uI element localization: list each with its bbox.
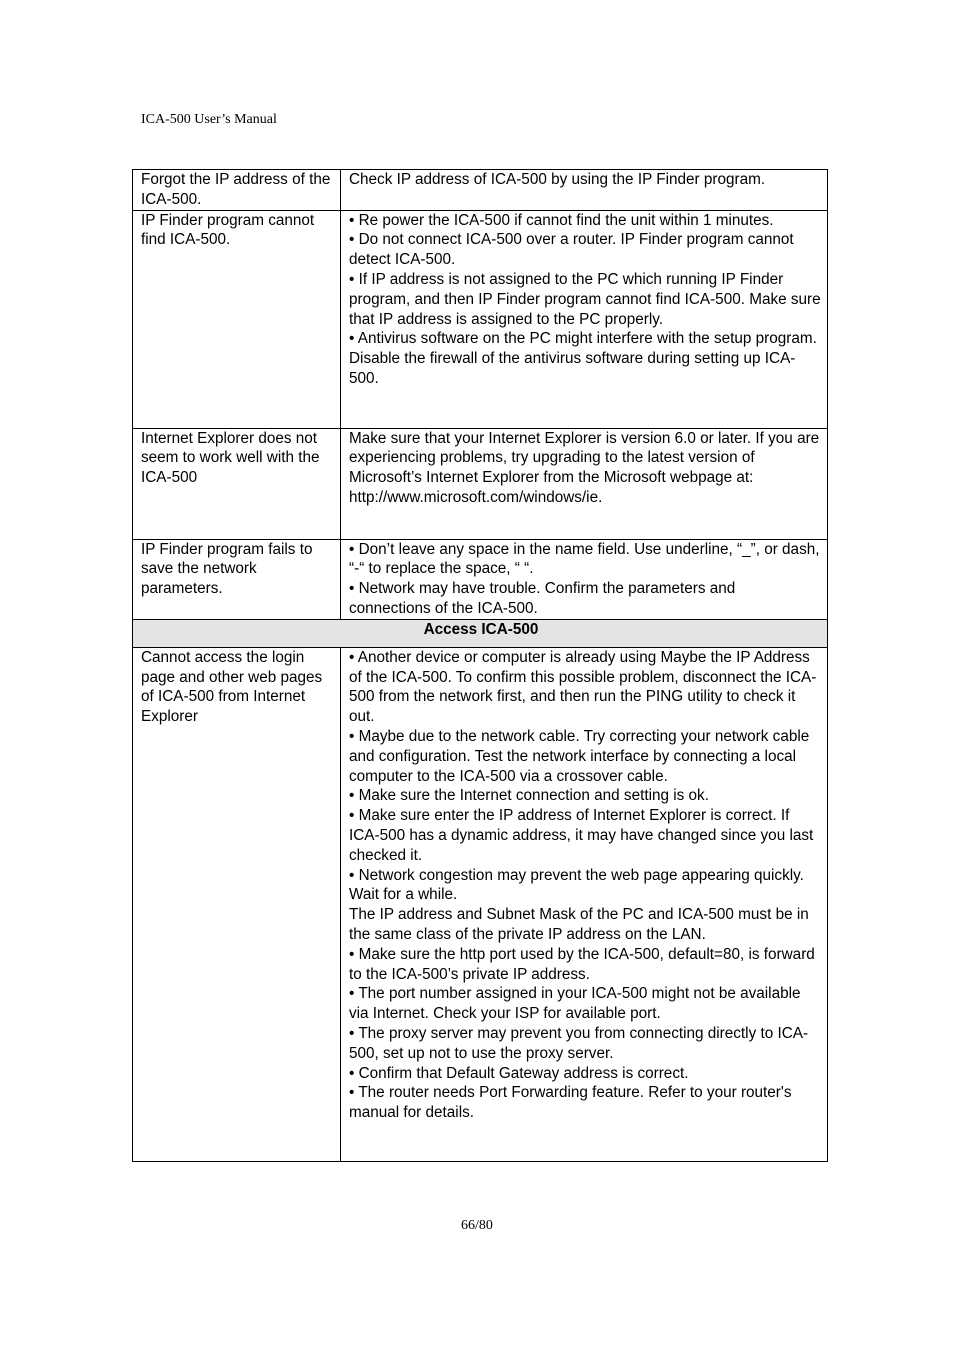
solution-item: The IP address and Subnet Mask of the PC and ICA-500 must be in the same class of the private IP address on the LAN. [349,906,809,943]
problem-cell: Forgot the IP address of the ICA-500. [133,170,341,211]
problem-cell: Internet Explorer does not seem to work well with the ICA-500 [133,428,341,539]
problem-cell: IP Finder program cannot find ICA-500. [133,210,341,428]
table-row [133,428,828,539]
table-row [133,647,828,1161]
table-row [133,210,828,428]
solution-cell [341,539,828,619]
solution-cell [341,428,828,539]
solution-item: • Make sure enter the IP address of Internet Explorer is correct. If ICA-500 has a dynamic address, it may have changed since you last checked it. [349,807,814,864]
section-header: Access ICA-500 [133,619,828,647]
solution-cell [341,170,828,211]
table-row [133,539,828,619]
troubleshooting-table [132,169,828,1162]
solution-cell [341,647,828,1161]
solution-item: • If IP address is not assigned to the PC which running IP Finder program, and then IP Finder program cannot find ICA-500. Make sure that IP address is assigned to the PC properly. [349,270,821,328]
solution-item: • The router needs Port Forwarding feature. Refer to your router's manual for details. [349,1084,792,1122]
solution-item: • Network may have trouble. Confirm the parameters and connections of the ICA-500. [349,580,736,617]
solution-item: • Confirm that Default Gateway address is correct. [349,1064,689,1082]
solution-cell [341,210,828,428]
solution-item: • Do not connect ICA-500 over a router. IP Finder program cannot detect ICA-500. [349,231,794,269]
solution-item: • Antivirus software on the PC might interfere with the setup program. Disable the firewall of the antivirus software during setting up ICA-500. [349,330,817,387]
solution-item: • Another device or computer is already using Maybe the IP Address of the ICA-500. To confirm this possible problem, disconnect the ICA-500 from the network first, and then run the PING utility to check it out. [349,648,817,726]
table-row [133,170,828,211]
solution-item: Make sure that your Internet Explorer is version 6.0 or later. If you are experiencing problems, try upgrading to the latest version of Microsoft’s Internet Explorer from the Microsoft webpage at: http://www.microsoft.com/windows/ie. [349,429,820,506]
solution-item: • Maybe due to the network cable. Try correcting your network cable and configuration. Test the network interface by connecting a local computer to the ICA-500 via a crossover cable. [349,727,810,785]
problem-cell: Cannot access the login page and other web pages of ICA-500 from Internet Explorer [133,647,341,1161]
solution-item: • Network congestion may prevent the web page appearing quickly. Wait for a while. [349,866,804,904]
solution-item: • Make sure the Internet connection and setting is ok. [349,787,709,805]
solution-item: • Re power the ICA-500 if cannot find the unit within 1 minutes. [349,211,774,229]
problem-cell: IP Finder program fails to save the network parameters. [133,539,341,619]
solution-item: • The port number assigned in your ICA-500 might not be available via Internet. Check your ISP for available port. [349,985,801,1023]
running-header: ICA-500 User’s Manual [141,112,277,127]
section-header-row [133,619,828,647]
solution-item: • Don’t leave any space in the name field. Use underline, “_”, or dash, “-“ to replace the space, “ “. [349,540,820,578]
solution-item: • Make sure the http port used by the ICA-500, default=80, is forward to the ICA-500’s private IP address. [349,945,815,983]
solution-item: • The proxy server may prevent you from connecting directly to ICA-500, set up not to use the proxy server. [349,1024,809,1062]
page-number: 66/80 [461,1218,493,1233]
solution-item: Check IP address of ICA-500 by using the IP Finder program. [349,171,766,188]
